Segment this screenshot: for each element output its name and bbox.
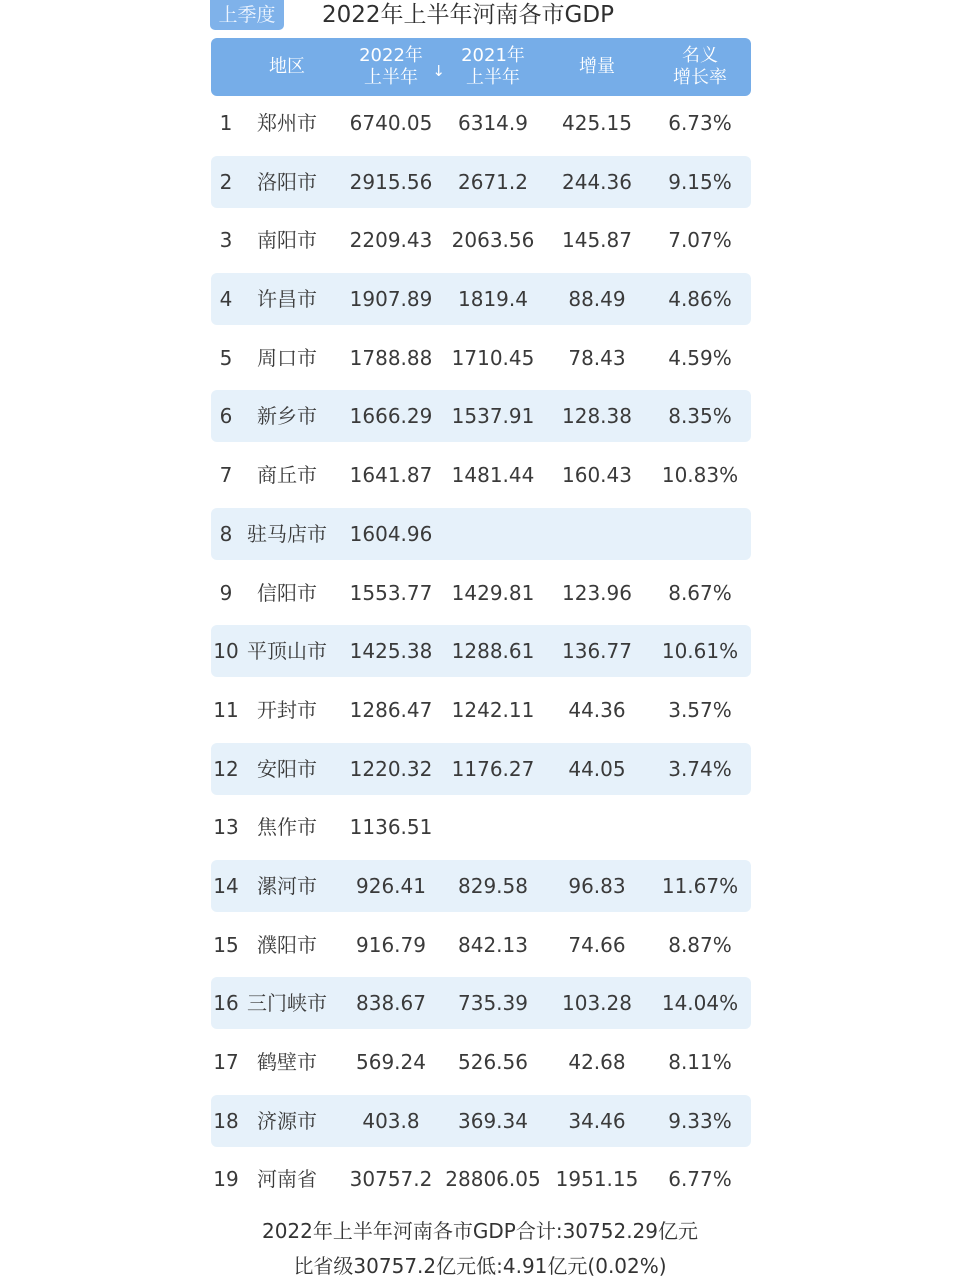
region-cell: 商丘市 xyxy=(257,463,317,488)
growth-rate-cell: 7.07% xyxy=(668,228,732,253)
region-cell: 驻马店市 xyxy=(247,521,327,546)
table-row[interactable] xyxy=(211,801,751,853)
column-header-increase[interactable] xyxy=(547,38,647,96)
region-cell: 濮阳市 xyxy=(257,932,317,957)
gdp-2022-cell: 6740.05 xyxy=(349,111,433,135)
gdp-2022-cell: 838.67 xyxy=(356,991,426,1016)
summary-total: 2022年上半年河南各市GDP合计:30752.29亿元 xyxy=(261,1219,699,1243)
growth-rate-cell: 8.11% xyxy=(668,1050,732,1074)
page-title: 2022年上半年河南各市GDP xyxy=(322,2,614,28)
sort-down-icon: ↓ xyxy=(432,62,445,80)
table-row[interactable] xyxy=(211,860,751,912)
region-cell: 安阳市 xyxy=(257,756,317,781)
table-row[interactable] xyxy=(211,684,751,736)
table-header xyxy=(211,38,751,96)
gdp-2022-cell: 1604.96 xyxy=(349,521,433,546)
column-label: 地区 xyxy=(269,56,305,77)
region-cell: 郑州市 xyxy=(257,111,317,135)
rank-cell: 16 xyxy=(213,991,239,1016)
growth-rate-cell: 8.35% xyxy=(668,404,732,429)
growth-rate-cell: 10.83% xyxy=(661,463,739,488)
gdp-2021-cell: 1481.44 xyxy=(451,463,535,488)
gdp-2021-cell: 1176.27 xyxy=(451,756,535,781)
increase-cell: 78.43 xyxy=(568,345,626,370)
gdp-2022-cell: 2209.43 xyxy=(349,228,433,253)
rank-cell: 19 xyxy=(213,1167,239,1192)
gdp-2021-cell: 6314.9 xyxy=(458,111,528,135)
table-row[interactable] xyxy=(211,1036,751,1088)
table-row[interactable] xyxy=(211,567,751,619)
table-row[interactable] xyxy=(211,919,751,971)
rank-cell: 17 xyxy=(213,1050,239,1074)
rank-cell: 2 xyxy=(219,169,233,194)
gdp-2021-cell: 1288.61 xyxy=(451,639,535,664)
gdp-2022-cell: 569.24 xyxy=(356,1050,426,1074)
growth-rate-cell: 9.15% xyxy=(668,169,732,194)
region-cell: 新乡市 xyxy=(257,404,317,429)
growth-rate-cell: 6.73% xyxy=(668,111,732,135)
table-row[interactable] xyxy=(211,156,751,208)
gdp-2022-cell: 1286.47 xyxy=(349,697,433,722)
growth-rate-cell xyxy=(651,508,749,560)
gdp-2021-cell: 2063.56 xyxy=(451,228,535,253)
column-label: 上半年 xyxy=(466,67,520,88)
rank-cell: 12 xyxy=(213,756,239,781)
increase-cell: 44.36 xyxy=(568,697,626,722)
rank-cell: 13 xyxy=(213,815,239,840)
gdp-2021-cell: 735.39 xyxy=(458,991,528,1016)
column-header-2022[interactable] xyxy=(341,38,445,96)
gdp-2022-cell: 1425.38 xyxy=(349,639,433,664)
growth-rate-cell: 8.67% xyxy=(668,580,732,605)
table-body xyxy=(211,97,751,1212)
region-cell: 河南省 xyxy=(257,1167,317,1192)
gdp-2021-cell: 28806.05 xyxy=(445,1167,541,1192)
region-cell: 周口市 xyxy=(257,345,317,370)
increase-cell: 34.46 xyxy=(568,1108,626,1133)
gdp-2022-cell: 1553.77 xyxy=(349,580,433,605)
rank-cell: 5 xyxy=(219,345,233,370)
growth-rate-cell xyxy=(651,801,749,853)
region-cell: 开封市 xyxy=(257,697,317,722)
table-row[interactable] xyxy=(211,273,751,325)
table-row[interactable] xyxy=(211,332,751,384)
table-row[interactable] xyxy=(211,743,751,795)
increase-cell xyxy=(547,508,647,560)
growth-rate-cell: 11.67% xyxy=(661,873,739,898)
gdp-2021-cell: 1537.91 xyxy=(451,404,535,429)
table-row[interactable] xyxy=(211,977,751,1029)
rank-cell: 18 xyxy=(213,1108,239,1133)
column-header-region[interactable] xyxy=(239,38,335,96)
rank-cell: 10 xyxy=(213,639,239,664)
increase-cell: 1951.15 xyxy=(555,1167,639,1192)
column-label: 名义 xyxy=(682,45,718,66)
gdp-2021-cell xyxy=(443,508,543,560)
increase-cell: 123.96 xyxy=(562,580,632,605)
growth-rate-cell: 8.87% xyxy=(668,932,732,957)
growth-rate-cell: 9.33% xyxy=(668,1108,732,1133)
increase-cell: 160.43 xyxy=(562,463,632,488)
gdp-2021-cell: 2671.2 xyxy=(458,169,528,194)
rank-cell: 8 xyxy=(219,521,233,546)
region-cell: 许昌市 xyxy=(257,287,317,312)
rank-cell: 1 xyxy=(219,111,233,135)
gdp-2021-cell: 1819.4 xyxy=(458,287,528,312)
rank-cell: 3 xyxy=(219,228,233,253)
region-cell: 焦作市 xyxy=(257,815,317,840)
rank-cell: 7 xyxy=(219,463,233,488)
gdp-2022-cell: 403.8 xyxy=(362,1108,420,1133)
gdp-2021-cell: 526.56 xyxy=(458,1050,528,1074)
increase-cell: 425.15 xyxy=(562,111,632,135)
table-row[interactable] xyxy=(211,1153,751,1205)
gdp-2021-cell: 369.34 xyxy=(458,1108,528,1133)
growth-rate-cell: 3.74% xyxy=(668,756,732,781)
table-row[interactable] xyxy=(211,449,751,501)
gdp-2022-cell: 1136.51 xyxy=(349,815,433,840)
quarter-badge[interactable]: 上季度 xyxy=(210,0,284,30)
increase-cell: 42.68 xyxy=(568,1050,626,1074)
growth-rate-cell: 6.77% xyxy=(668,1167,732,1192)
gdp-2021-cell: 1242.11 xyxy=(451,697,535,722)
growth-rate-cell: 3.57% xyxy=(668,697,732,722)
gdp-2022-cell: 1220.32 xyxy=(349,756,433,781)
region-cell: 南阳市 xyxy=(257,228,317,253)
increase-cell: 128.38 xyxy=(562,404,632,429)
region-cell: 三门峡市 xyxy=(247,991,327,1016)
region-cell: 漯河市 xyxy=(257,873,317,898)
table-row[interactable] xyxy=(211,1095,751,1147)
table-row[interactable] xyxy=(211,97,751,149)
increase-cell: 44.05 xyxy=(568,756,626,781)
column-header-growth-rate[interactable] xyxy=(651,38,749,96)
rank-cell: 15 xyxy=(213,932,239,957)
increase-cell: 244.36 xyxy=(562,169,632,194)
gdp-2021-cell: 842.13 xyxy=(458,932,528,957)
gdp-2022-cell: 1666.29 xyxy=(349,404,433,429)
column-label: 上半年 xyxy=(364,67,418,88)
gdp-2021-cell: 1710.45 xyxy=(451,345,535,370)
gdp-2021-cell: 829.58 xyxy=(458,873,528,898)
column-label: 2021年 xyxy=(461,45,525,66)
table-row[interactable] xyxy=(211,625,751,677)
rank-cell: 11 xyxy=(213,697,239,722)
rank-cell: 4 xyxy=(219,287,233,312)
gdp-2022-cell: 30757.2 xyxy=(349,1167,433,1192)
increase-cell: 96.83 xyxy=(568,873,626,898)
table-row[interactable] xyxy=(211,214,751,266)
region-cell: 洛阳市 xyxy=(257,169,317,194)
column-header-2021[interactable] xyxy=(443,38,543,96)
gdp-2022-cell: 926.41 xyxy=(356,873,426,898)
region-cell: 鹤壁市 xyxy=(257,1050,317,1074)
increase-cell: 136.77 xyxy=(562,639,632,664)
rank-cell: 6 xyxy=(219,404,233,429)
gdp-2021-cell: 1429.81 xyxy=(451,580,535,605)
gdp-2022-cell: 1641.87 xyxy=(349,463,433,488)
gdp-2022-cell: 1907.89 xyxy=(349,287,433,312)
region-cell: 信阳市 xyxy=(257,580,317,605)
increase-cell: 88.49 xyxy=(568,287,626,312)
region-cell: 济源市 xyxy=(257,1108,317,1133)
gdp-2021-cell xyxy=(443,801,543,853)
growth-rate-cell: 14.04% xyxy=(661,991,739,1016)
gdp-2022-cell: 916.79 xyxy=(356,932,426,957)
column-label: 2022年 xyxy=(359,45,423,66)
table-row[interactable] xyxy=(211,508,751,560)
increase-cell: 103.28 xyxy=(562,991,632,1016)
gdp-2022-cell: 1788.88 xyxy=(349,345,433,370)
column-label: 增长率 xyxy=(673,67,727,88)
rank-cell: 9 xyxy=(219,580,233,605)
growth-rate-cell: 10.61% xyxy=(661,639,739,664)
growth-rate-cell: 4.86% xyxy=(668,287,732,312)
table-row[interactable] xyxy=(211,390,751,442)
growth-rate-cell: 4.59% xyxy=(668,345,732,370)
gdp-2022-cell: 2915.56 xyxy=(349,169,433,194)
region-cell: 平顶山市 xyxy=(247,639,327,664)
increase-cell: 145.87 xyxy=(562,228,632,253)
summary-difference: 比省级30757.2亿元低:4.91亿元(0.02%) xyxy=(293,1254,667,1278)
increase-cell: 74.66 xyxy=(568,932,626,957)
column-label: 增量 xyxy=(579,56,615,77)
rank-cell: 14 xyxy=(213,873,239,898)
increase-cell xyxy=(547,801,647,853)
